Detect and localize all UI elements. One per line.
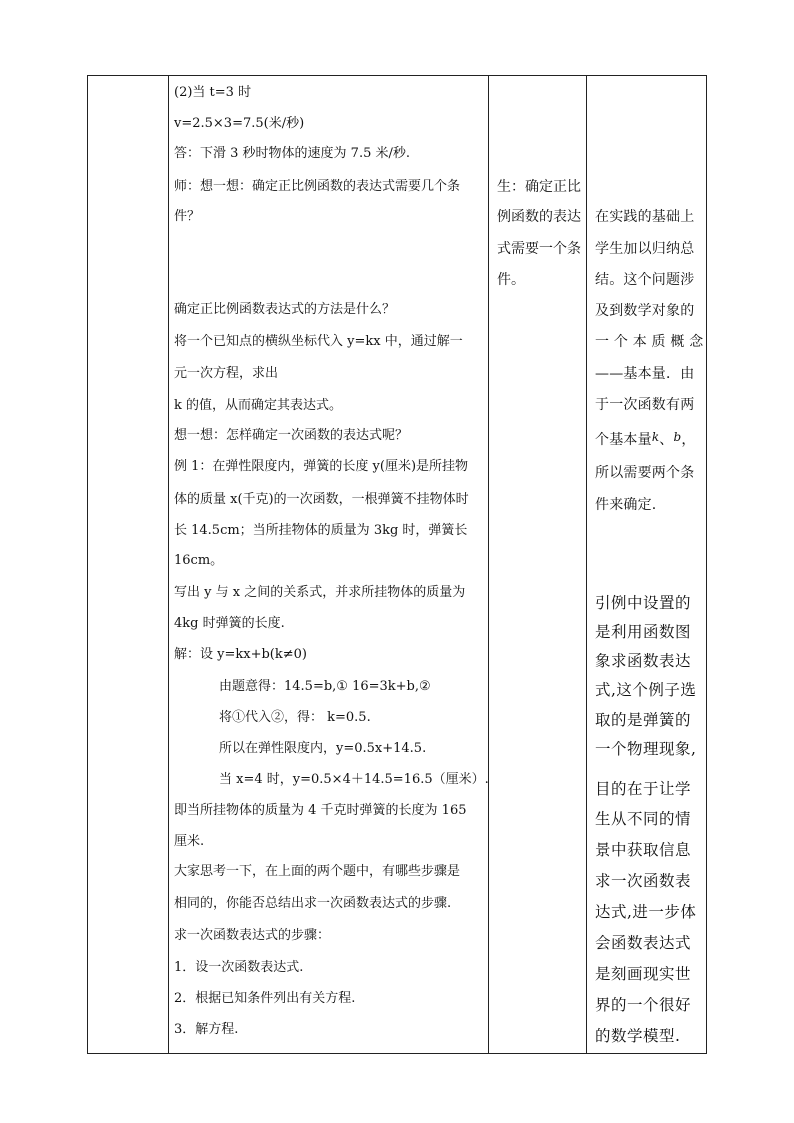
text-line: k 的值，从而确定其表达式。 [174,398,343,413]
text-line: 目的在于让学 [595,780,692,798]
text-line: 件？ [174,209,201,224]
text-line: 长 14.5cm；当所挂物体的质量为 3kg 时，弹簧长 [174,523,468,538]
text-line: 式,这个例子选 [595,681,697,699]
text-line: 结。这个问题涉 [595,272,695,288]
variable-k: k [651,430,660,444]
text-line: 1．设一次函数表达式. [174,960,304,975]
text-line: 元一次方程，求出 [174,366,279,381]
text-line: 将一个已知点的横纵坐标代入 y=kx 中，通过解一 [174,334,463,349]
text-line: 会函数表达式 [595,934,692,952]
text-line: 体的质量 x(千克)的一次函数，一根弹簧不挂物体时 [174,492,469,507]
text-line-with-variables [595,432,696,448]
text-line: 所以需要两个条 [595,465,695,481]
text-line: 的数学模型. [595,1027,681,1045]
text-line: 师：想一想：确定正比例函数的表达式需要几个条 [174,179,461,194]
text-line: 在实践的基础上 [595,209,695,225]
text-line: (2)当 t=3 时 [174,85,252,100]
text-line: 生从不同的情 [595,810,692,828]
text-line: 当 x=4 时，y=0.5×4＋14.5=16.5（厘米）. [219,772,489,787]
text-line: 例 1：在弹性限度内，弹簧的长度 y(厘米)是所挂物 [174,459,469,474]
design-intent-column [587,76,707,1053]
text-line: 大家思考一下，在上面的两个题中，有哪些步骤是 [174,864,461,879]
text-line: 即当所挂物体的质量为 4 千克时弹簧的长度为 165 [174,803,467,818]
text-line: 件。 [497,272,525,288]
text-line: 是利用函数图 [595,623,692,641]
student-activity-column [489,76,587,1053]
text-line: 相同的，你能否总结出求一次函数表达式的步骤. [174,896,452,911]
text-line: ——基本量．由 [595,366,695,382]
text-line: 想一想：怎样确定一次函数的表达式呢？ [174,428,409,443]
text-line: 确定正比例函数表达式的方法是什么？ [174,302,396,317]
text-line: 求一次函数表达式的步骤： [174,928,331,943]
text-line: 是刻画现实世 [595,965,692,983]
text-line: 引例中设置的 [595,594,692,612]
text-line: 厘米. [174,834,205,849]
text-line: 解：设 y=kx+b(k≠0) [174,647,307,662]
text-line: 取的是弹簧的 [595,711,692,729]
text-line: 例函数的表达 [497,209,581,225]
text-line: 及到数学对象的 [595,303,695,319]
text-line: 于一次函数有两 [595,397,695,413]
text-line: 景中获取信息 [595,841,692,859]
text-line: 求一次函数表 [595,872,692,890]
text-line: 象求函数表达 [595,652,692,670]
text-fragment: 个基本量 [595,432,652,448]
text-line: v=2.5×3=7.5(米/秒) [174,116,305,131]
text-line: 写出 y 与 x 之间的关系式，并求所挂物体的质量为 [174,585,466,600]
text-line: 将①代入②，得： k=0.5. [219,710,371,725]
text-line: 一个物理现象, [595,740,697,758]
text-line: 达式,进一步体 [595,903,697,921]
text-line: 生：确定正比 [497,179,581,195]
lesson-table [87,75,707,1054]
text-line: 3．解方程. [174,1022,239,1037]
text-line: 界的一个很好 [595,996,692,1014]
text-fragment: 、 [659,432,674,448]
text-line: 4kg 时弹簧的长度. [174,616,285,631]
text-line: 由题意得：14.5=b,① 16=3k+b,② [219,679,431,694]
text-fragment: ， [681,432,696,448]
text-line: 答：下滑 3 秒时物体的速度为 7.5 米/秒. [174,146,410,161]
text-line: 件来确定. [595,497,657,513]
text-line: 2．根据已知条件列出有关方程. [174,991,356,1006]
text-line: 16cm。 [174,553,224,568]
text-line: 一 个 本 质 概 念 [595,334,704,350]
variable-b: b [673,430,682,444]
text-line: 学生加以归纳总 [595,241,695,257]
text-line: 式需要一个条 [497,241,581,257]
teaching-content-column [169,76,489,1053]
text-line: 所以在弹性限度内，y=0.5x+14.5. [219,741,427,756]
